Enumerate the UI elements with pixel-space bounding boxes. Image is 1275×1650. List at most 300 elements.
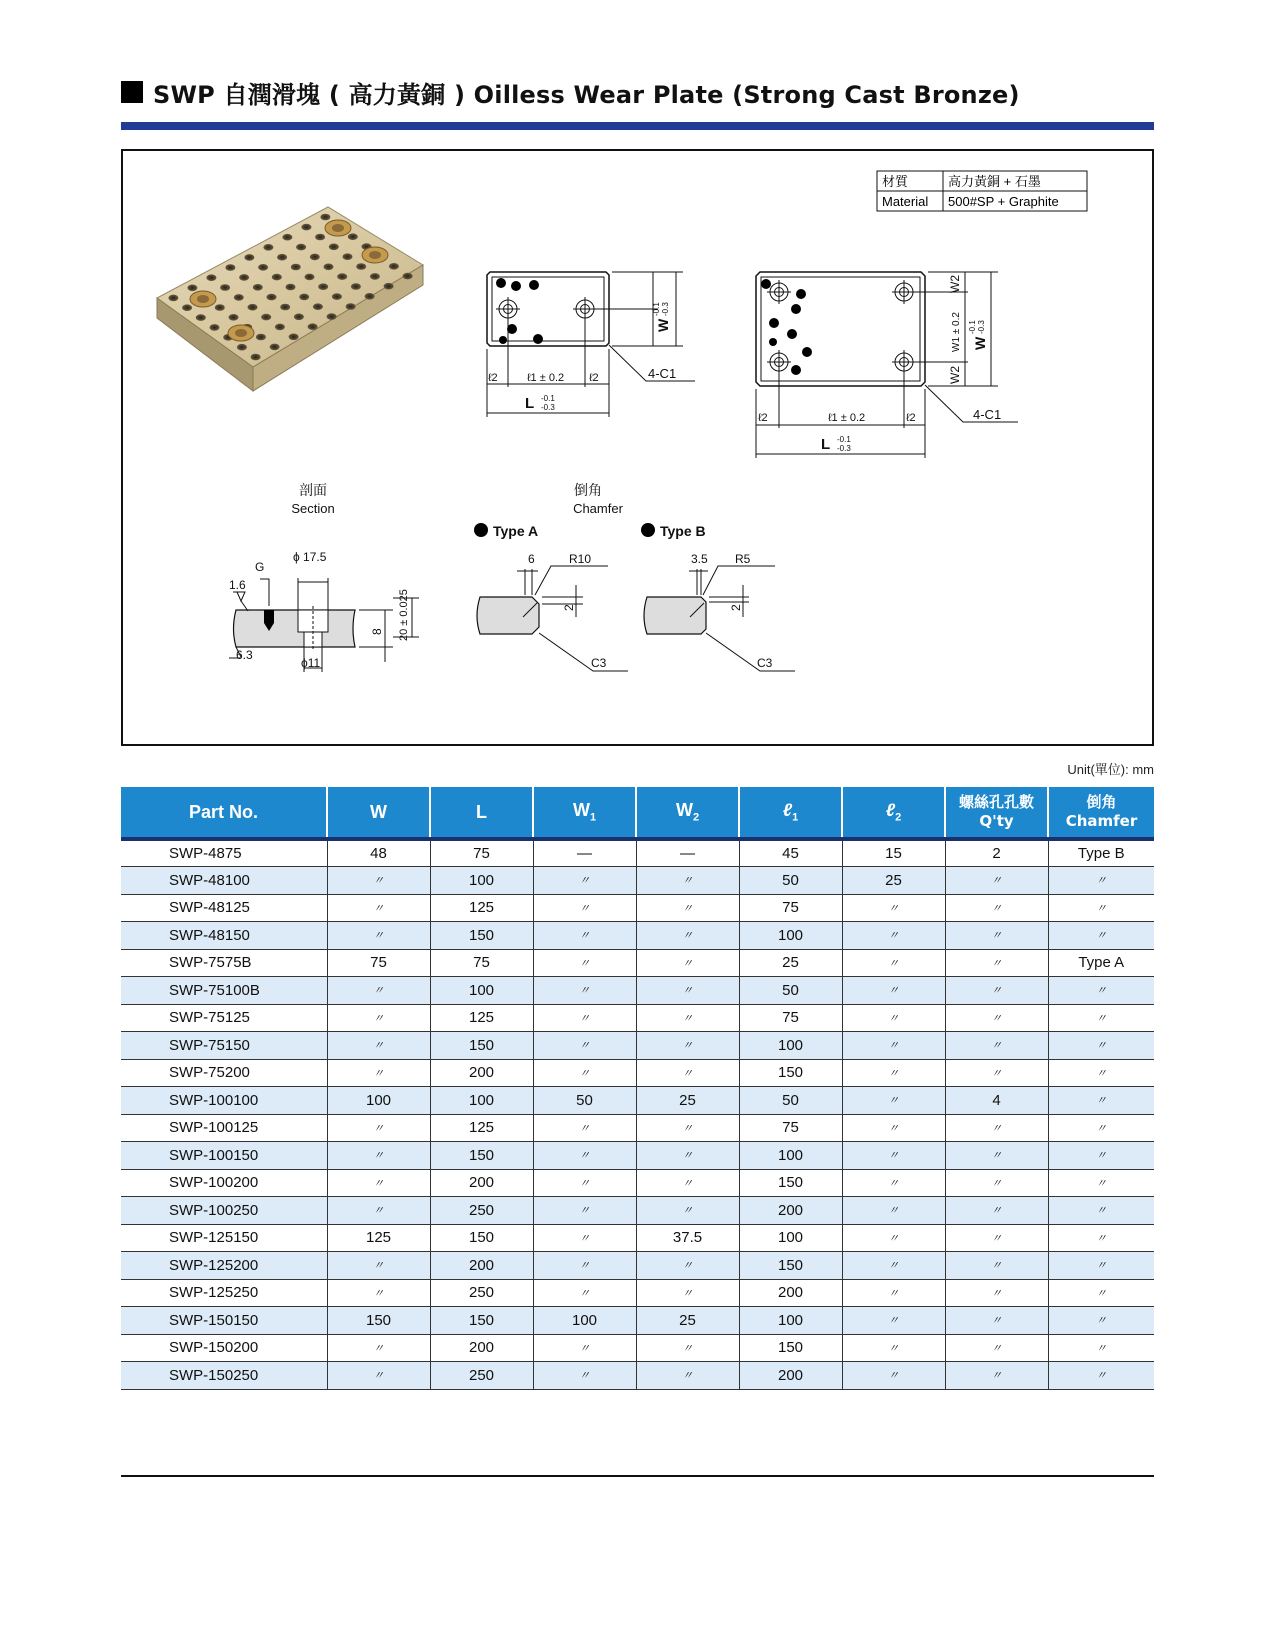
table-cell: 〃 bbox=[945, 1252, 1048, 1280]
title-underline-bar bbox=[121, 122, 1154, 130]
table-cell: 100 bbox=[739, 922, 842, 950]
dim-large-W-tol-dn: -0.3 bbox=[977, 320, 986, 334]
graphite-plug bbox=[182, 304, 192, 311]
table-cell: 〃 bbox=[533, 1169, 636, 1197]
graphite-plug bbox=[225, 264, 235, 271]
table-cell: 〃 bbox=[636, 922, 739, 950]
graphite-plug bbox=[237, 344, 247, 351]
table-cell: 〃 bbox=[327, 894, 430, 922]
table-cell: 100 bbox=[327, 1087, 430, 1115]
table-cell: 〃 bbox=[1048, 1224, 1154, 1252]
table-cell: 125 bbox=[327, 1224, 430, 1252]
part-number-cell: SWP-100200 bbox=[121, 1169, 327, 1197]
table-row bbox=[121, 867, 1154, 895]
graphite-plug bbox=[324, 264, 334, 271]
graphite-plug bbox=[403, 273, 413, 280]
part-number-cell: SWP-75150 bbox=[121, 1032, 327, 1060]
table-cell: 〃 bbox=[533, 894, 636, 922]
table-row bbox=[121, 839, 1154, 867]
graphite-plug bbox=[187, 285, 197, 292]
title-square-icon bbox=[121, 81, 143, 103]
table-cell: 〃 bbox=[327, 1032, 430, 1060]
table-cell: 150 bbox=[739, 1169, 842, 1197]
table-cell: 〃 bbox=[636, 1362, 739, 1390]
graphite-plug bbox=[277, 254, 287, 261]
table-cell: 〃 bbox=[1048, 1142, 1154, 1170]
graphite-plug bbox=[301, 224, 311, 231]
table-cell: 100 bbox=[739, 1032, 842, 1060]
table-row bbox=[121, 1307, 1154, 1335]
graphite-plug bbox=[365, 293, 375, 300]
table-cell: 〃 bbox=[1048, 1169, 1154, 1197]
table-cell: 100 bbox=[739, 1307, 842, 1335]
dim-large-L: L bbox=[821, 436, 831, 453]
section-drawing bbox=[229, 578, 419, 672]
table-cell: Type A bbox=[1048, 949, 1154, 977]
part-number-cell: SWP-100100 bbox=[121, 1087, 327, 1115]
table-cell: 75 bbox=[739, 1114, 842, 1142]
table-cell: — bbox=[636, 839, 739, 867]
graphite-plug bbox=[308, 323, 318, 330]
table-cell: 〃 bbox=[636, 1169, 739, 1197]
dim-l2-right: ℓ2 bbox=[589, 372, 599, 384]
table-cell: 〃 bbox=[945, 1142, 1048, 1170]
section-heading bbox=[291, 482, 623, 516]
material-table bbox=[877, 171, 1087, 211]
dim-r10: R10 bbox=[569, 552, 592, 566]
table-cell: 〃 bbox=[1048, 1087, 1154, 1115]
dim-W: W bbox=[655, 318, 671, 332]
table-row bbox=[121, 1142, 1154, 1170]
table-cell: 〃 bbox=[636, 1279, 739, 1307]
part-number-cell: SWP-4875 bbox=[121, 839, 327, 867]
table-cell: 150 bbox=[739, 1334, 842, 1362]
table-cell: 150 bbox=[739, 1252, 842, 1280]
type-b-label: Type B bbox=[660, 523, 706, 539]
table-cell: 50 bbox=[739, 1087, 842, 1115]
dim-b-2: 2 bbox=[729, 604, 743, 611]
table-cell: 200 bbox=[430, 1059, 533, 1087]
chamfer-type-a bbox=[474, 523, 628, 671]
technical-drawing-frame bbox=[121, 149, 1154, 746]
small-plate-labels bbox=[488, 302, 676, 412]
table-cell: 75 bbox=[739, 894, 842, 922]
dim-l2-left: ℓ2 bbox=[488, 372, 498, 384]
table-row bbox=[121, 922, 1154, 950]
graphite-plug bbox=[327, 313, 337, 320]
table-cell: 〃 bbox=[842, 1334, 945, 1362]
table-cell: 100 bbox=[430, 977, 533, 1005]
table-cell: 2 bbox=[945, 839, 1048, 867]
header-w2: $W_2$ bbox=[636, 787, 739, 839]
table-cell: 〃 bbox=[1048, 867, 1154, 895]
table-cell: 〃 bbox=[533, 922, 636, 950]
dim-L-tol-up: -0.1 bbox=[541, 394, 555, 403]
dim-20: 20 ± 0.025 bbox=[398, 589, 410, 641]
table-cell: 〃 bbox=[327, 1142, 430, 1170]
part-number-cell: SWP-75200 bbox=[121, 1059, 327, 1087]
table-cell: 125 bbox=[430, 1004, 533, 1032]
unit-note: Unit(單位): mm bbox=[1067, 762, 1154, 777]
table-cell: 〃 bbox=[842, 1279, 945, 1307]
table-cell: 125 bbox=[430, 894, 533, 922]
table-cell: 〃 bbox=[636, 1059, 739, 1087]
table-cell: 〃 bbox=[327, 1252, 430, 1280]
dim-W-tol-up: -0.1 bbox=[652, 302, 661, 316]
table-cell: 〃 bbox=[842, 949, 945, 977]
table-cell: 75 bbox=[430, 839, 533, 867]
type-a-label: Type A bbox=[493, 523, 539, 539]
table-cell: 〃 bbox=[945, 1279, 1048, 1307]
graphite-plug bbox=[343, 253, 353, 260]
header-qty: 螺絲孔孔數 Q'ty bbox=[945, 787, 1048, 839]
header-l: L bbox=[430, 787, 533, 839]
graphite-plug bbox=[318, 283, 328, 290]
dim-b-c3: C3 bbox=[757, 656, 773, 670]
dim-L: L bbox=[525, 395, 535, 412]
graphite-plug bbox=[280, 304, 290, 311]
table-cell: 200 bbox=[739, 1362, 842, 1390]
table-cell: 〃 bbox=[842, 1032, 945, 1060]
table-cell: 〃 bbox=[533, 1362, 636, 1390]
graphite-plug bbox=[234, 294, 244, 301]
table-cell: 〃 bbox=[945, 1032, 1048, 1060]
table-cell: 〃 bbox=[327, 1362, 430, 1390]
table-cell: 50 bbox=[739, 867, 842, 895]
table-row bbox=[121, 1059, 1154, 1087]
table-cell: 200 bbox=[430, 1334, 533, 1362]
table-cell: 150 bbox=[739, 1059, 842, 1087]
table-cell: 150 bbox=[430, 922, 533, 950]
table-row bbox=[121, 894, 1154, 922]
dim-c1: 4-C1 bbox=[648, 366, 677, 381]
table-cell: 75 bbox=[327, 949, 430, 977]
table-cell: 25 bbox=[842, 867, 945, 895]
table-cell: 〃 bbox=[636, 949, 739, 977]
table-row bbox=[121, 1334, 1154, 1362]
graphite-plug bbox=[267, 294, 277, 301]
table-cell: 〃 bbox=[842, 1004, 945, 1032]
table-cell: 〃 bbox=[327, 1197, 430, 1225]
table-cell: 25 bbox=[636, 1307, 739, 1335]
graphite-plug bbox=[206, 274, 216, 281]
graphite-plug bbox=[389, 263, 399, 270]
section-label-en: Section bbox=[291, 501, 335, 516]
table-cell: 〃 bbox=[842, 1059, 945, 1087]
table-cell: 〃 bbox=[842, 1142, 945, 1170]
table-cell: 〃 bbox=[1048, 1059, 1154, 1087]
graphite-plug bbox=[370, 273, 380, 280]
dim-8: 8 bbox=[370, 628, 384, 635]
table-cell: 〃 bbox=[636, 867, 739, 895]
page-title-text: SWP 自潤滑塊 ( 高力黃銅 ) Oilless Wear Plate (Strong Cast Bronze) bbox=[153, 80, 1020, 109]
table-cell: 〃 bbox=[1048, 1279, 1154, 1307]
graphite-plug bbox=[286, 284, 296, 291]
dim-phi11: ϕ11 bbox=[301, 656, 321, 670]
table-cell: 〃 bbox=[327, 1114, 430, 1142]
table-cell: 75 bbox=[430, 949, 533, 977]
table-cell: 25 bbox=[739, 949, 842, 977]
table-cell: 〃 bbox=[636, 1004, 739, 1032]
table-cell: 〃 bbox=[533, 1114, 636, 1142]
dim-L-tol-dn: -0.3 bbox=[541, 403, 555, 412]
table-cell: 4 bbox=[945, 1087, 1048, 1115]
material-label-cn: 材質 bbox=[882, 174, 909, 189]
table-cell: 〃 bbox=[842, 1362, 945, 1390]
table-cell: 〃 bbox=[636, 1334, 739, 1362]
graphite-plug bbox=[348, 233, 358, 240]
table-cell: 〃 bbox=[945, 1197, 1048, 1225]
table-cell: 〃 bbox=[945, 1224, 1048, 1252]
table-row bbox=[121, 1169, 1154, 1197]
table-cell: 15 bbox=[842, 839, 945, 867]
table-cell: 〃 bbox=[636, 977, 739, 1005]
part-number-cell: SWP-75125 bbox=[121, 1004, 327, 1032]
table-cell: 150 bbox=[430, 1307, 533, 1335]
table-cell: 〃 bbox=[1048, 1334, 1154, 1362]
table-cell: 〃 bbox=[636, 894, 739, 922]
table-cell: 〃 bbox=[327, 1059, 430, 1087]
table-cell: 200 bbox=[739, 1197, 842, 1225]
table-cell: 〃 bbox=[842, 922, 945, 950]
table-cell: 〃 bbox=[1048, 1032, 1154, 1060]
table-cell: 〃 bbox=[533, 977, 636, 1005]
table-row bbox=[121, 1252, 1154, 1280]
table-cell: 37.5 bbox=[636, 1224, 739, 1252]
table-cell: 48 bbox=[327, 839, 430, 867]
table-cell: 〃 bbox=[945, 977, 1048, 1005]
table-row bbox=[121, 1087, 1154, 1115]
part-number-cell: SWP-100125 bbox=[121, 1114, 327, 1142]
table-cell: 〃 bbox=[1048, 1307, 1154, 1335]
part-number-cell: SWP-48125 bbox=[121, 894, 327, 922]
dim-W1: W1 ± 0.2 bbox=[951, 312, 962, 352]
part-number-cell: SWP-100250 bbox=[121, 1197, 327, 1225]
table-cell: 100 bbox=[430, 867, 533, 895]
header-chamfer: 倒角 Chamfer bbox=[1048, 787, 1154, 839]
table-cell: 〃 bbox=[533, 1004, 636, 1032]
table-row bbox=[121, 977, 1154, 1005]
table-cell: 150 bbox=[430, 1224, 533, 1252]
table-row bbox=[121, 1197, 1154, 1225]
graphite-plug bbox=[248, 304, 258, 311]
material-value-cn: 高力黃銅 + 石墨 bbox=[948, 174, 1041, 189]
table-cell: 〃 bbox=[1048, 977, 1154, 1005]
part-number-cell: SWP-125200 bbox=[121, 1252, 327, 1280]
table-cell: Type B bbox=[1048, 839, 1154, 867]
dim-large-l2-right: ℓ2 bbox=[906, 412, 916, 424]
graphite-plug bbox=[270, 344, 280, 351]
table-cell: 〃 bbox=[533, 1032, 636, 1060]
technical-drawing bbox=[123, 151, 1156, 748]
table-cell: 100 bbox=[739, 1142, 842, 1170]
dim-large-L-tol-dn: -0.3 bbox=[837, 444, 851, 453]
graphite-plug bbox=[332, 293, 342, 300]
table-cell: 〃 bbox=[327, 977, 430, 1005]
table-cell: 〃 bbox=[327, 867, 430, 895]
table-row bbox=[121, 1224, 1154, 1252]
header-w: W bbox=[327, 787, 430, 839]
header-l2: ℓ$_2$ bbox=[842, 787, 945, 839]
graphite-plug bbox=[239, 274, 249, 281]
table-cell: 〃 bbox=[945, 1307, 1048, 1335]
dim-large-W-tol-up: -0.1 bbox=[968, 320, 977, 334]
dim-large-c1: 4-C1 bbox=[973, 407, 1002, 422]
graphite-plug bbox=[282, 234, 292, 241]
table-header-row bbox=[121, 787, 1154, 839]
table-cell: 〃 bbox=[636, 1197, 739, 1225]
table-cell: 〃 bbox=[533, 1279, 636, 1307]
dim-a-c3: C3 bbox=[591, 656, 607, 670]
graphite-plug bbox=[261, 314, 271, 321]
table-cell: 〃 bbox=[842, 1087, 945, 1115]
graphite-plug bbox=[256, 334, 266, 341]
large-plate-drawing bbox=[756, 272, 1018, 458]
part-number-cell: SWP-150150 bbox=[121, 1307, 327, 1335]
graphite-plug bbox=[315, 234, 325, 241]
table-cell: 〃 bbox=[327, 1004, 430, 1032]
table-cell: 〃 bbox=[945, 1059, 1048, 1087]
part-number-cell: SWP-7575B bbox=[121, 949, 327, 977]
dim-l1: ℓ1 ± 0.2 bbox=[527, 372, 565, 384]
table-cell: 200 bbox=[430, 1252, 533, 1280]
table-row bbox=[121, 1032, 1154, 1060]
table-cell: 〃 bbox=[945, 867, 1048, 895]
table-cell: 〃 bbox=[636, 1032, 739, 1060]
dim-r5: R5 bbox=[735, 552, 751, 566]
table-cell: 〃 bbox=[842, 1169, 945, 1197]
table-row bbox=[121, 1362, 1154, 1390]
part-number-cell: SWP-48100 bbox=[121, 867, 327, 895]
table-cell: 〃 bbox=[327, 1169, 430, 1197]
graphite-plug bbox=[251, 354, 261, 361]
graphite-plug bbox=[272, 274, 282, 281]
graphite-plug bbox=[210, 324, 220, 331]
graphite-plug bbox=[351, 283, 361, 290]
table-cell: 〃 bbox=[327, 922, 430, 950]
table-cell: 〃 bbox=[1048, 1362, 1154, 1390]
table-cell: 150 bbox=[327, 1307, 430, 1335]
part-number-cell: SWP-150250 bbox=[121, 1362, 327, 1390]
header-part-no: Part No. bbox=[121, 787, 327, 839]
table-cell: 250 bbox=[430, 1362, 533, 1390]
table-cell: 〃 bbox=[1048, 922, 1154, 950]
table-cell: 〃 bbox=[945, 1362, 1048, 1390]
part-number-cell: SWP-150200 bbox=[121, 1334, 327, 1362]
graphite-plug bbox=[294, 314, 304, 321]
dim-phi17-5: ϕ 17.5 bbox=[293, 550, 327, 564]
table-cell: 〃 bbox=[842, 977, 945, 1005]
graphite-plug bbox=[356, 263, 366, 270]
table-cell: 〃 bbox=[1048, 894, 1154, 922]
dim-large-W: W bbox=[972, 336, 988, 350]
table-cell: 100 bbox=[739, 1224, 842, 1252]
table-cell: 150 bbox=[430, 1142, 533, 1170]
graphite-plug bbox=[299, 294, 309, 301]
table-cell: 250 bbox=[430, 1197, 533, 1225]
table-cell: 〃 bbox=[1048, 1004, 1154, 1032]
table-cell: 〃 bbox=[945, 949, 1048, 977]
spec-table bbox=[121, 787, 1154, 1390]
table-cell: 125 bbox=[430, 1114, 533, 1142]
table-cell: 〃 bbox=[533, 1142, 636, 1170]
dim-roughness-6-3: 6.3 bbox=[236, 648, 253, 662]
section-label-cn: 剖面 bbox=[299, 482, 327, 498]
table-cell: 200 bbox=[430, 1169, 533, 1197]
header-l1: ℓ$_1$ bbox=[739, 787, 842, 839]
graphite-plug bbox=[215, 304, 225, 311]
table-cell: 45 bbox=[739, 839, 842, 867]
graphite-plug bbox=[220, 284, 230, 291]
table-cell: 50 bbox=[739, 977, 842, 1005]
table-cell: 〃 bbox=[945, 1334, 1048, 1362]
dim-b-3-5: 3.5 bbox=[691, 552, 708, 566]
table-row bbox=[121, 949, 1154, 977]
table-cell: 〃 bbox=[636, 1142, 739, 1170]
table-row bbox=[121, 1004, 1154, 1032]
table-cell: 〃 bbox=[1048, 1114, 1154, 1142]
table-cell: 〃 bbox=[327, 1279, 430, 1307]
table-cell: 100 bbox=[430, 1087, 533, 1115]
table-cell: 25 bbox=[636, 1087, 739, 1115]
graphite-plug bbox=[305, 274, 315, 281]
small-plate-drawing bbox=[487, 272, 695, 417]
graphite-plug bbox=[168, 295, 178, 302]
dim-roughness-1-6: 1.6 bbox=[229, 578, 246, 592]
graphite-plug bbox=[384, 283, 394, 290]
chamfer-label-en: Chamfer bbox=[573, 501, 623, 516]
dim-large-l1: ℓ1 ± 0.2 bbox=[828, 412, 866, 424]
part-number-cell: SWP-48150 bbox=[121, 922, 327, 950]
page-title bbox=[121, 72, 1020, 112]
part-number-cell: SWP-125250 bbox=[121, 1279, 327, 1307]
graphite-plug bbox=[229, 314, 239, 321]
table-cell: 〃 bbox=[636, 1114, 739, 1142]
table-cell: 〃 bbox=[945, 1004, 1048, 1032]
material-label-en: Material bbox=[882, 194, 929, 209]
table-cell: 〃 bbox=[533, 1252, 636, 1280]
dim-W-tol-dn: -0.3 bbox=[661, 302, 670, 316]
table-cell: 〃 bbox=[842, 1307, 945, 1335]
dim-W2-top: W2 bbox=[948, 275, 962, 293]
table-cell: 100 bbox=[533, 1307, 636, 1335]
table-cell: 〃 bbox=[533, 949, 636, 977]
table-cell: 〃 bbox=[842, 1224, 945, 1252]
table-cell: 150 bbox=[430, 1032, 533, 1060]
table-cell: 〃 bbox=[945, 894, 1048, 922]
dim-large-l2-left: ℓ2 bbox=[758, 412, 768, 424]
table-cell: 〃 bbox=[842, 1197, 945, 1225]
table-cell: 〃 bbox=[1048, 1197, 1154, 1225]
graphite-plug bbox=[329, 244, 339, 251]
chamfer-type-b bbox=[641, 523, 795, 671]
graphite-plug bbox=[320, 214, 330, 221]
dim-G: G bbox=[255, 560, 265, 574]
table-cell: 〃 bbox=[842, 1114, 945, 1142]
dim-a-6: 6 bbox=[528, 552, 535, 566]
graphite-plug bbox=[296, 244, 306, 251]
graphite-plug bbox=[196, 314, 206, 321]
table-cell: 〃 bbox=[842, 894, 945, 922]
header-w1: $W_1$ bbox=[533, 787, 636, 839]
table-cell: 〃 bbox=[533, 867, 636, 895]
table-row bbox=[121, 1114, 1154, 1142]
graphite-plug bbox=[310, 254, 320, 261]
table-cell: 75 bbox=[739, 1004, 842, 1032]
chamfer-label-cn: 倒角 bbox=[574, 482, 602, 498]
graphite-plug bbox=[346, 303, 356, 310]
table-cell: 〃 bbox=[327, 1334, 430, 1362]
